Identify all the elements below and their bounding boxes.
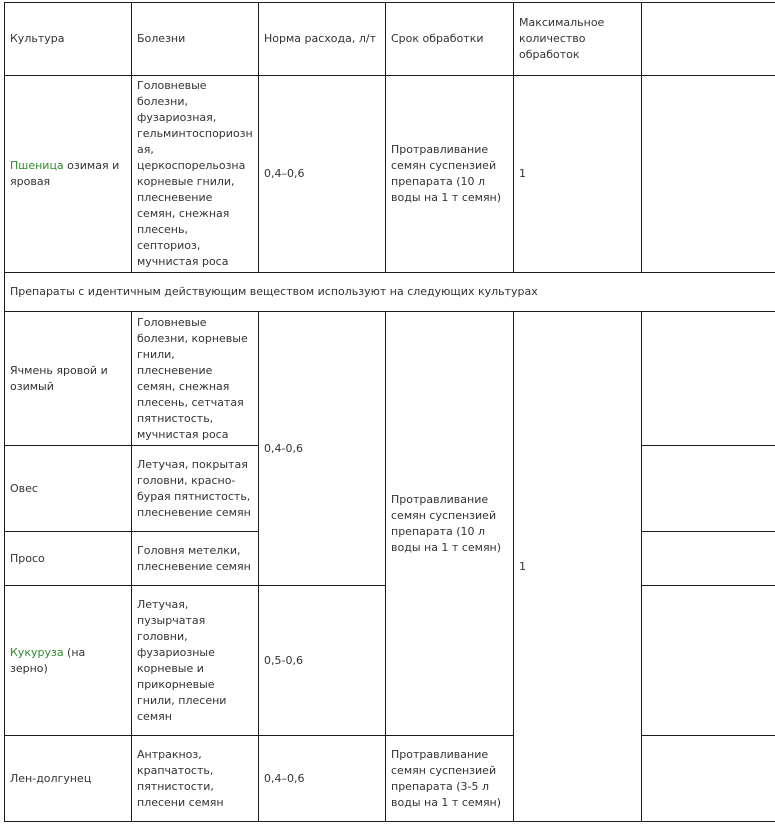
culture-cell: Просо bbox=[5, 532, 132, 586]
header-empty bbox=[642, 3, 775, 76]
header-rate: Норма расхода, л/т bbox=[259, 3, 386, 76]
header-max-treatments: Максимальное количество обработок bbox=[514, 3, 642, 76]
empty-cell bbox=[642, 76, 775, 273]
empty-cell bbox=[642, 586, 775, 736]
empty-cell bbox=[642, 736, 775, 822]
term-cell-grouped: Протравливание семян суспензией препарата (10 л воды на 1 т семян) bbox=[386, 312, 514, 736]
diseases-cell: Головневые болезни, корневые гнили, плесневение семян, снежная плесень, сетчатая пятнистость, мучнистая роса bbox=[132, 312, 259, 446]
culture-cell bbox=[5, 586, 132, 736]
diseases-cell: Головня метелки, плесневение семян bbox=[132, 532, 259, 586]
diseases-cell: Летучая, пузырчатая головни, фузариозные корневые и прикорневые гнили, плесени семян bbox=[132, 586, 259, 736]
wheat-link[interactable]: Пшеница bbox=[10, 159, 64, 172]
corn-link[interactable]: Кукуруза bbox=[10, 646, 64, 659]
diseases-cell: Головневые болезни, фузариозная, гельминтоспориозная, церкоспорельозна корневые гнили, плесневение семян, снежная плесень, септориоз, мучнистая роса bbox=[132, 76, 259, 273]
rate-cell: 0,5-0,6 bbox=[259, 586, 386, 736]
table-row-barley bbox=[5, 312, 775, 446]
culture-suffix: озимая и яровая bbox=[10, 159, 119, 188]
table-row-wheat bbox=[5, 76, 775, 273]
header-culture: Культура bbox=[5, 3, 132, 76]
rate-cell: 0,4–0,6 bbox=[259, 76, 386, 273]
section-note-row bbox=[5, 273, 775, 312]
treatment-table bbox=[4, 2, 775, 822]
header-term: Срок обработки bbox=[386, 3, 514, 76]
empty-cell bbox=[642, 312, 775, 446]
diseases-cell: Летучая, покрытая головни, красно-бурая пятнистость, плесневение семян bbox=[132, 446, 259, 532]
rate-cell-grouped: 0,4-0,6 bbox=[259, 312, 386, 586]
empty-cell bbox=[642, 446, 775, 532]
table-header-row bbox=[5, 3, 775, 76]
term-cell: Протравливание семян суспензией препарата (10 л воды на 1 т семян) bbox=[386, 76, 514, 273]
table-row-flax bbox=[5, 736, 775, 822]
max-cell: 1 bbox=[514, 76, 642, 273]
culture-cell bbox=[5, 76, 132, 273]
max-cell-grouped: 1 bbox=[514, 312, 642, 822]
empty-cell bbox=[642, 532, 775, 586]
culture-cell: Ячмень яровой и озимый bbox=[5, 312, 132, 446]
rate-cell: 0,4–0,6 bbox=[259, 736, 386, 822]
culture-cell: Овес bbox=[5, 446, 132, 532]
culture-cell: Лен-долгунец bbox=[5, 736, 132, 822]
diseases-cell: Антракноз, крапчатость, пятнистости, плесени семян bbox=[132, 736, 259, 822]
header-diseases: Болезни bbox=[132, 3, 259, 76]
culture-suffix: (на зерно) bbox=[10, 646, 85, 675]
section-note: Препараты с идентичным действующим веществом используют на следующих культурах bbox=[5, 273, 775, 312]
term-cell: Протравливание семян суспензией препарата (3-5 л воды на 1 т семян) bbox=[386, 736, 514, 822]
